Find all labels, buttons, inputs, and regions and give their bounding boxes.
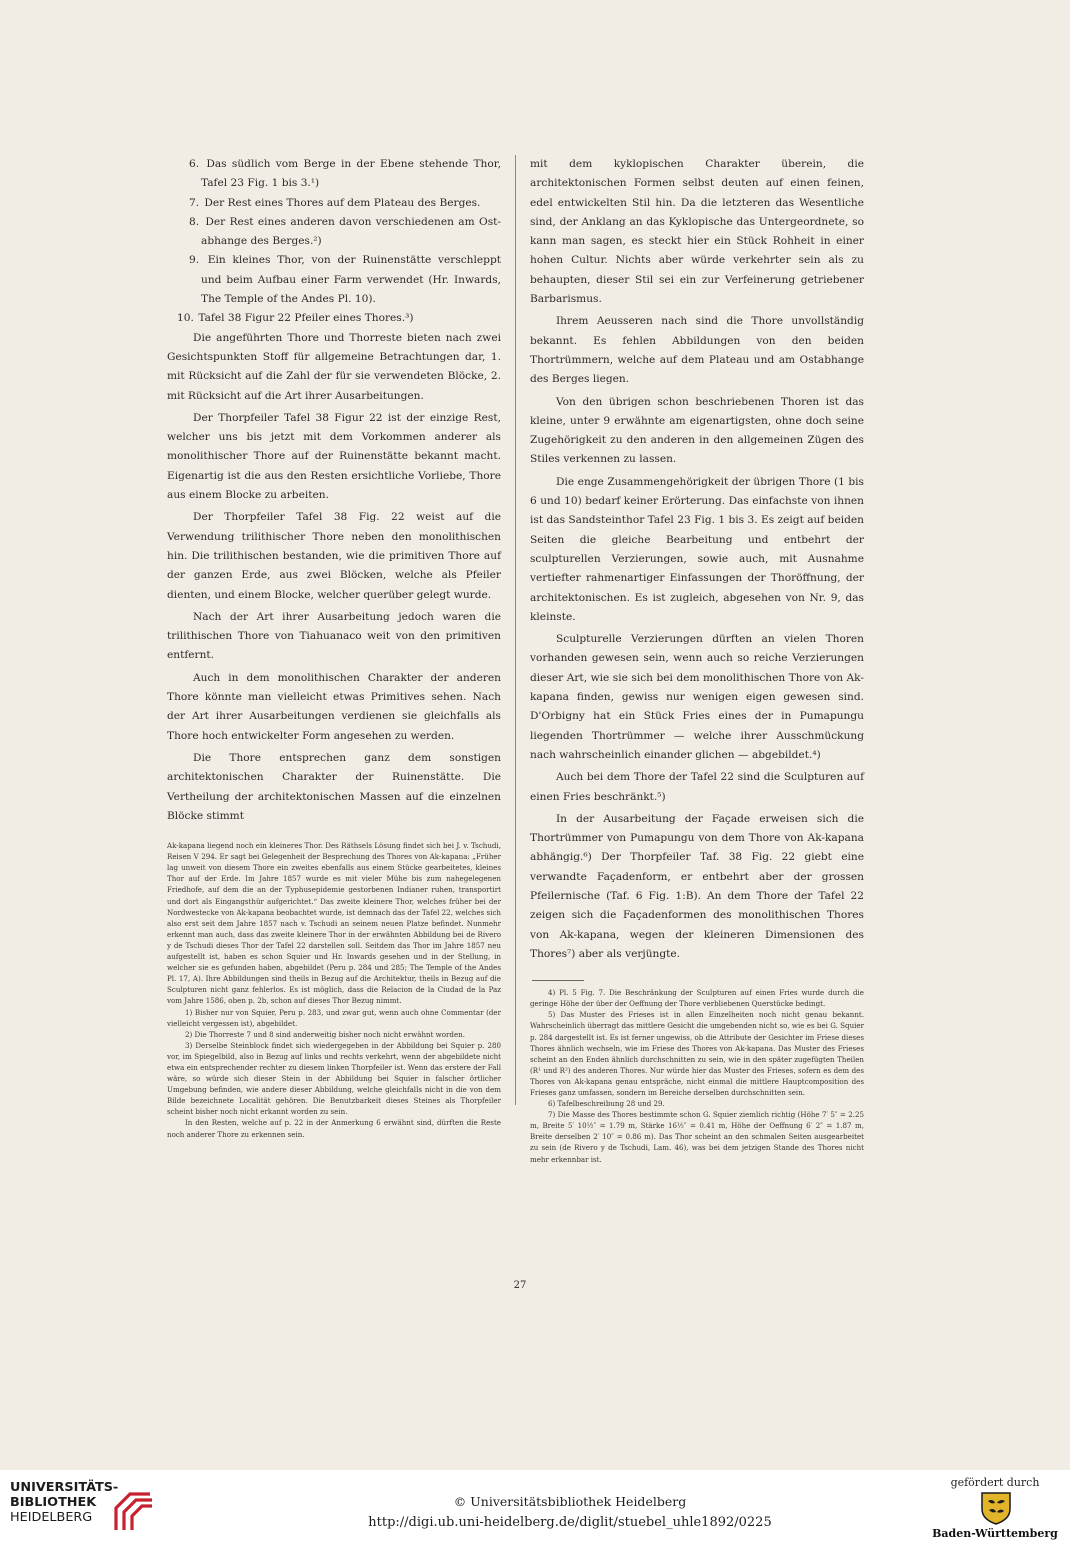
paragraph: Auch in dem monolithischen Charakter der anderen Thore könnte man vielleicht etwas Primitives sehen. Nach der Art ihrer Ausarbeitungen verdienen sie gleichfalls als Thore hoch entwickelter Form angesehen zu werden. [167, 671, 501, 742]
list-item: 8. Der Rest eines anderen davon verschiedenen am Ost-abhange des Berges.²) [189, 215, 501, 248]
copyright-text: © Universitätsbibliothek Heidelberg [453, 1494, 687, 1509]
footer-bar [0, 1470, 1070, 1549]
right-column [530, 155, 864, 1165]
footnote: 6) Tafelbeschreibung 28 und 29. [548, 1099, 665, 1109]
column-divider [515, 155, 516, 1105]
paragraph: In der Ausarbeitung der Façade erweisen sich die Thortrümmer von Pumapungu von dem Thore von Ak-kapana abhängig.⁶) Der Thorpfeiler Taf. 38 Fig. 22 giebt eine verwandte Façadenform, er entbehrt aber der grossen Pfeilernische (Taf. 6 Fig. 1:B). An dem Thore der Tafel 22 zeigen sich die Façadenformen des monolithischen Thores von Ak-kapana, wegen der kleineren Dimensionen des Thores⁷) aber als verjüngte. [530, 812, 864, 960]
paragraph: Auch bei dem Thore der Tafel 22 sind die Sculpturen auf einen Fries beschränkt.⁵) [530, 771, 864, 803]
footnote: 1) Bisher nur von Squier, Peru p. 283, und zwar gut, wenn auch ohne Commentar (der vielleicht vergessen ist), abgebildet. [167, 1007, 501, 1028]
paragraph: Der Thorpfeiler Tafel 38 Fig. 22 weist auf die Verwendung trilithischer Thore neben den monolithischen hin. Die trilithischen bestanden, wie die primitiven Thore auf der ganzen Erde, aus zwei Blöcken, welche als Pfeiler dienten, und einem Blocke, welcher querüber gelegt wurde. [167, 511, 501, 601]
document-url[interactable]: http://digi.ub.uni-heidelberg.de/diglit/stuebel_uhle1892/0225 [368, 1515, 772, 1530]
footnote: In den Resten, welche auf p. 22 in der Anmerkung 6 erwähnt sind, dürften die Reste noch anderer Thore zu erkennen sein. [167, 1118, 501, 1139]
paragraph: Nach der Art ihrer Ausarbeitung jedoch waren die trilithischen Thore von Tiahuanaco weit von den primitiven entfernt. [167, 610, 501, 662]
library-logo-text: UNIVERSITÄTS- BIBLIOTHEK HEIDELBERG [10, 1480, 119, 1525]
footnote: 7) Die Masse des Thores bestimmte schon G. Squier ziemlich richtig (Höhe 7′ 5″ = 2.25 m, Breite 5′ 10½″ = 1.79 m, Stärke 16½″ = 0.41 m, Höhe der Oeffnung 6′ 2″ = 1.87 m, Breite derselben 2′ 10″ = 0.86 m). Das Thor scheint an den schmalen Seiten ausgearbeitet zu sein (de Rivero y de Tschudi, Lam. 46), was bei dem jetzigen Stande des Thores nicht mehr erkennbar ist. [530, 1110, 864, 1164]
left-column [167, 155, 501, 1140]
paragraph: Die enge Zusammengehörigkeit der übrigen Thore (1 bis 6 und 10) bedarf keiner Erörterung. Das einfachste von ihnen ist das Sandsteinthor Tafel 23 Fig. 1 bis 3. Es zeigt auf beiden Seiten die gleiche Bearbeitung und entbehrt der sculpturellen Verzierungen, sowie auch, mit Ausnahme vertiefter rahmenartiger Einfassungen der Thoröffnung, der architektonischen. Es ist zugleich, abgesehen von Nr. 9, das kleinste. [530, 475, 864, 623]
sponsor-name: Baden-Württemberg [932, 1527, 1058, 1540]
footnote: 4) Pl. 5 Fig. 7. Die Beschränkung der Sculpturen auf einen Fries wurde durch die geringe Höhe der über der Oeffnung der Thore verbliebenen Querstücke bedingt. [530, 988, 864, 1009]
library-mark-icon [112, 1486, 156, 1534]
sponsor-label: gefördert durch [950, 1476, 1040, 1489]
paragraph: Von den übrigen schon beschriebenen Thoren ist das kleine, unter 9 erwähnte am eigenartigsten, ohne doch seine Zugehörigkeit zu den anderen in den allgemeinen Zügen des Stiles verkennen zu lassen. [530, 395, 864, 466]
paragraph: Der Thorpfeiler Tafel 38 Figur 22 ist der einzige Rest, welcher uns bis jetzt mit dem Vorkommen anderer als monolithischer Thore auf der Ruinenstätte bekannt macht. Eigenartig ist die aus den Resten ersichtliche Vorliebe, Thore aus einem Blocke zu arbeiten. [167, 411, 501, 502]
list-item: 9. Ein kleines Thor, von der Ruinenstätte verschleppt und beim Aufbau einer Farm verwendet (Hr. Inwards, The Temple of the Andes Pl. 10). [189, 254, 501, 306]
library-logo[interactable] [10, 1480, 160, 1540]
footnote: 5) Das Muster des Frieses ist in allen Einzelheiten noch nicht genau bekannt. Wahrscheinlich überragt das mittlere Gesicht die umgebenden nicht so, wie es bei G. Squier p. 284 dargestellt ist. Es ist ferner ungewiss, ob die Attribute der Gesichter im Friese dieses Thores ähnlich wechseln, wie im Friese des Thores von Ak-kapana. Das Muster des Frieses scheint an den Enden ähnlich durchschnitten zu sein, wie in den später zugefügten Theilen (R¹ und R²) des anderen Thores. Nur würde hier das Muster des Frieses, sofern es dem des Thores von Ak-kapana genau entspräche, nicht einmal die mittlere Hauptcomposition des Frieses ganz umfassen, sondern im Bereiche derselben durchschnitten sein. [530, 1010, 864, 1098]
list-item: 6. Das südlich vom Berge in der Ebene stehende Thor, Tafel 23 Fig. 1 bis 3.¹) [189, 158, 501, 190]
paragraph: Sculpturelle Verzierungen dürften an vielen Thoren vorhanden gewesen sein, wenn auch so reiche Verzierungen dieser Art, wie sie sich bei dem monolithischen Thore von Ak-kapana finden, gewiss nur wenigen eigen gewesen sind. D'Orbigny hat ein Stück Fries eines der in Pumapungu liegenden Thortrümmer — welche ihrer Ausschmückung nach wahrscheinlich einander glichen — abgebildet.⁴) [530, 633, 864, 761]
footnote: 2) Die Thorreste 7 und 8 sind anderweitig bisher noch nicht erwähnt worden. [185, 1029, 465, 1039]
paragraph: Die Thore entsprechen ganz dem sonstigen architektonischen Charakter der Ruinenstätte. Die Vertheilung der architektonischen Massen auf die einzelnen Blöcke stimmt [167, 751, 501, 822]
list-item: 10. Tafel 38 Figur 22 Pfeiler eines Thores.³) [177, 312, 414, 325]
footnote-rule [532, 980, 584, 981]
sponsor-block [930, 1476, 1060, 1540]
paragraph: Ihrem Aeusseren nach sind die Thore unvollständig bekannt. Es fehlen Abbildungen von den beiden Thortrümmern, welche auf dem Plateau und am Ostabhange des Berges liegen. [530, 315, 864, 386]
footnote: Ak-kapana liegend noch ein kleineres Thor. Des Räthsels Lösung findet sich bei J. v. Tschudi, Reisen V 294. Er sagt bei Gelegenheit der Besprechung des Thores von Ak-kapana: „Früher lag unweit von diesem Thore ein zweites ebenfalls aus einem Stücke gearbeitetes, kleines Thor auf der Erde. Im Jahre 1857 wurde es mit vieler Mühe bis zum nahegelegenen Friedhofe, auf dem die an der Typhusepidemie gestorbenen Indianer ruhen, transportirt und dort als Eingangsthür aufgerichtet.“ Das zweite kleinere Thor, welches früher bei der Nordwestecke von Ak-kapana beobachtet wurde, ist demnach das der Tafel 22, welches sich also erst seit dem Jahre 1857 nach v. Tschudi an seinem neuen Platze befindet. Nunmehr erkennt man auch, dass das zweite kleinere Thor in der erwähnten Abbildung bei de Rivero y de Tschudi dieses Thor der Tafel 22 darstellen soll. Seitdem das Thor im Jahre 1857 neu aufgestellt ist, haben es schon Squier und Hr. Inwards gesehen und in der Stellung, in welcher sie es gefunden haben, abgebildet (Peru p. 284 und 285; The Temple of the Andes Pl. 17, A). Ihre Abbildungen sind theils in Bezug auf die Architektur, theils in Bezug auf die Sculpturen nicht ganz fehlerlos. Es ist möglich, dass die Relacion de la Ciudad de la Paz vom Jahre 1586, oben p. 2b, schon auf dieses Thor Bezug nimmt. [167, 841, 501, 1006]
numbered-list [167, 155, 501, 329]
paragraph: Die angeführten Thore und Thorreste bieten nach zwei Gesichtspunkten Stoff für allgemeine Betrachtungen dar, 1. mit Rücksicht auf die Zahl der für sie verwendeten Blöcke, 2. mit Rücksicht auf die Art ihrer Ausarbeitungen. [167, 331, 501, 402]
page-number: 27 [513, 1280, 527, 1291]
footnote: 3) Derselbe Steinblock findet sich wiedergegeben in der Abbildung bei Squier p. 280 vor, im Spiegelbild, also in Bezug auf links und rechts verkehrt, wenn der abgebildete nicht etwa ein entsprechender rechter zu diesem linken Thorpfeiler ist. Wenn das erstere der Fall wäre, so würde sich dieser Stein in der Abbildung bei Squier in falscher örtlicher Umgebung befinden, wie andere dieser Abbildung, welche gleichfalls nicht in die von dem Bilde bezeichnete Localität gehören. Die Benutzbarkeit dieses Steines als Thorpfeiler scheint bisher noch nicht erkannt worden zu sein. [167, 1040, 501, 1117]
list-item: 7. Der Rest eines Thores auf dem Plateau des Berges. [189, 196, 481, 209]
state-crest-icon [980, 1491, 1012, 1525]
paragraph: mit dem kyklopischen Charakter überein, die architektonischen Formen selbst deuten auf einen feinen, edel entwickelten Stil hin. Da die letzteren das Wesentliche sind, der Anklang an das Kyklopische das Untergeordnete, so kann man sagen, es steckt hier ein Stück Rohheit in einer hohen Cultur. Nichts aber würde verkehrter sein als zu behaupten, dieser Stil sei ein zur Verfeinerung getriebener Barbarismus. [530, 158, 864, 306]
